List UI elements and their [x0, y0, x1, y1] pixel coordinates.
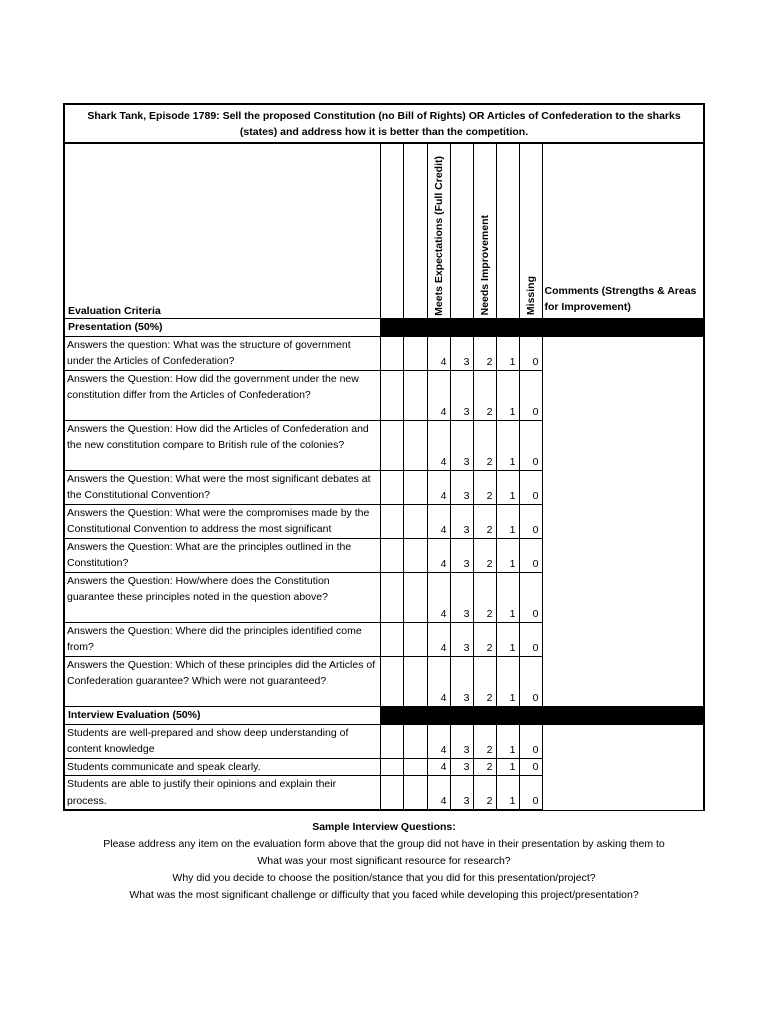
score-cell[interactable]: 0: [519, 572, 542, 622]
score-cell[interactable]: 0: [519, 622, 542, 656]
blank-cell: [403, 420, 427, 470]
blank-cell: [403, 336, 427, 370]
score-cell[interactable]: 3: [450, 470, 473, 504]
score-cell[interactable]: 4: [427, 336, 450, 370]
score-cell[interactable]: 4: [427, 758, 450, 776]
score-cell[interactable]: 1: [496, 758, 519, 776]
criterion-text: Answers the Question: Where did the principles identified come from?: [64, 622, 380, 656]
criterion-text: Students are able to justify their opinions and explain their process.: [64, 776, 380, 811]
blank-cell: [403, 758, 427, 776]
criterion-text: Answers the Question: Which of these principles did the Articles of Confederation guarantee? Which were not guaranteed?: [64, 656, 380, 706]
comments-header: Comments (Strengths & Areas for Improvement): [542, 143, 704, 318]
comments-cell[interactable]: [542, 336, 704, 706]
score-cell[interactable]: 1: [496, 622, 519, 656]
score-cell[interactable]: 4: [427, 622, 450, 656]
blank-cell: [403, 724, 427, 758]
score-cell[interactable]: 0: [519, 724, 542, 758]
score-cell[interactable]: 4: [427, 538, 450, 572]
rubric-table: [63, 103, 705, 811]
score-cell[interactable]: 3: [450, 776, 473, 811]
score-cell[interactable]: 1: [496, 470, 519, 504]
criterion-text: Answers the Question: What were the most significant debates at the Constitutional Convention?: [64, 470, 380, 504]
blank-cell: [380, 758, 403, 776]
score-cell[interactable]: 2: [473, 504, 496, 538]
criterion-text: Answers the Question: What were the compromises made by the Constitutional Convention to address the most significant: [64, 504, 380, 538]
score-cell[interactable]: 3: [450, 572, 473, 622]
presentation-section-row: [64, 318, 704, 336]
blank-cell: [380, 504, 403, 538]
missing-header: [519, 143, 542, 318]
score-cell[interactable]: 3: [450, 758, 473, 776]
comments-cell[interactable]: [542, 724, 704, 810]
score-cell[interactable]: 0: [519, 370, 542, 420]
score-cell[interactable]: 2: [473, 420, 496, 470]
blank-cell: [403, 370, 427, 420]
sample-question-line: What was your most significant resource for research?: [257, 855, 511, 867]
score-cell[interactable]: 1: [496, 370, 519, 420]
sample-interview-questions: [0, 819, 768, 904]
blank-cell: [380, 420, 403, 470]
score-cell[interactable]: 2: [473, 336, 496, 370]
needs-improvement-header: [473, 143, 496, 318]
criterion-row: [64, 724, 704, 758]
criterion-text: Answers the Question: How did the government under the new constitution differ from the Articles of Confederation?: [64, 370, 380, 420]
score-cell[interactable]: 0: [519, 336, 542, 370]
interview-section-row: [64, 706, 704, 724]
blank-cell: [380, 336, 403, 370]
score-cell[interactable]: 1: [496, 656, 519, 706]
sample-question-line: What was the most significant challenge or difficulty that you faced while developing this project/presentation?: [129, 889, 639, 901]
score-cell[interactable]: 4: [427, 420, 450, 470]
blank-cell: [380, 538, 403, 572]
blank-cell: [380, 776, 403, 811]
title-row: [64, 104, 704, 143]
score-cell[interactable]: 2: [473, 370, 496, 420]
score-cell[interactable]: 3: [450, 538, 473, 572]
score-cell[interactable]: 0: [519, 656, 542, 706]
score-cell[interactable]: 1: [496, 538, 519, 572]
score-cell[interactable]: 2: [473, 758, 496, 776]
score-cell[interactable]: 0: [519, 470, 542, 504]
score-cell[interactable]: 3: [450, 622, 473, 656]
meets-expectations-label: Meets Expectations (Full Credit): [432, 155, 445, 316]
presentation-section-bar: [380, 318, 704, 336]
blank-cell: [403, 504, 427, 538]
score-cell[interactable]: 2: [473, 724, 496, 758]
criterion-text: Answers the Question: How did the Articles of Confederation and the new constitution compare to British rule of the colonies?: [64, 420, 380, 470]
evaluation-criteria-header: Evaluation Criteria: [64, 143, 380, 318]
blank-header-cell: [496, 143, 519, 318]
score-cell[interactable]: 3: [450, 420, 473, 470]
score-cell[interactable]: 2: [473, 538, 496, 572]
score-cell[interactable]: 0: [519, 538, 542, 572]
score-cell[interactable]: 1: [496, 776, 519, 811]
blank-cell: [380, 470, 403, 504]
blank-cell: [403, 776, 427, 811]
score-cell[interactable]: 0: [519, 420, 542, 470]
blank-cell: [403, 622, 427, 656]
score-cell[interactable]: 4: [427, 470, 450, 504]
score-cell[interactable]: 2: [473, 776, 496, 811]
score-cell[interactable]: 4: [427, 724, 450, 758]
missing-label: Missing: [524, 276, 537, 316]
score-cell[interactable]: 2: [473, 656, 496, 706]
score-cell[interactable]: 1: [496, 420, 519, 470]
score-cell[interactable]: 3: [450, 504, 473, 538]
score-cell[interactable]: 3: [450, 656, 473, 706]
presentation-section-label: Presentation (50%): [64, 318, 380, 336]
rubric-title: Shark Tank, Episode 1789: Sell the proposed Constitution (no Bill of Rights) OR Articles of Confederation to the sharks (states) and address how it is better than the competition.: [64, 104, 704, 143]
blank-cell: [380, 656, 403, 706]
blank-header-cell: [380, 143, 403, 318]
score-cell[interactable]: 4: [427, 572, 450, 622]
blank-cell: [380, 572, 403, 622]
criterion-row: [64, 336, 704, 370]
criterion-text: Answers the Question: How/where does the Constitution guarantee these principles noted in the question above?: [64, 572, 380, 622]
score-cell[interactable]: 0: [519, 758, 542, 776]
score-cell[interactable]: 4: [427, 370, 450, 420]
criterion-text: Answers the Question: What are the principles outlined in the Constitution?: [64, 538, 380, 572]
score-cell[interactable]: 0: [519, 504, 542, 538]
score-cell[interactable]: 2: [473, 470, 496, 504]
criterion-text: Students are well-prepared and show deep understanding of content knowledge: [64, 724, 380, 758]
sample-question-line: Please address any item on the evaluation form above that the group did not have in their presentation by asking them to: [103, 838, 665, 850]
criterion-text: Answers the question: What was the structure of government under the Articles of Confederation?: [64, 336, 380, 370]
score-cell[interactable]: 4: [427, 656, 450, 706]
score-cell[interactable]: 3: [450, 724, 473, 758]
score-cell[interactable]: 3: [450, 370, 473, 420]
needs-improvement-label: Needs Improvement: [478, 215, 491, 316]
score-cell[interactable]: 4: [427, 504, 450, 538]
interview-section-bar: [380, 706, 704, 724]
score-cell[interactable]: 1: [496, 504, 519, 538]
criterion-text: Students communicate and speak clearly.: [64, 758, 380, 776]
interview-section-label: Interview Evaluation (50%): [64, 706, 380, 724]
blank-cell: [403, 656, 427, 706]
score-cell[interactable]: 4: [427, 776, 450, 811]
score-cell[interactable]: 1: [496, 336, 519, 370]
blank-cell: [403, 572, 427, 622]
header-row: [64, 143, 704, 318]
score-cell[interactable]: 2: [473, 572, 496, 622]
sample-question-line: Why did you decide to choose the position/stance that you did for this presentation/project?: [172, 872, 596, 884]
score-cell[interactable]: 3: [450, 336, 473, 370]
blank-cell: [403, 470, 427, 504]
score-cell[interactable]: 1: [496, 572, 519, 622]
blank-cell: [403, 538, 427, 572]
sample-questions-heading: Sample Interview Questions:: [312, 821, 456, 833]
blank-header-cell: [450, 143, 473, 318]
blank-header-cell: [403, 143, 427, 318]
score-cell[interactable]: 2: [473, 622, 496, 656]
meets-expectations-header: [427, 143, 450, 318]
blank-cell: [380, 622, 403, 656]
blank-cell: [380, 724, 403, 758]
score-cell[interactable]: 0: [519, 776, 542, 811]
score-cell[interactable]: 1: [496, 724, 519, 758]
blank-cell: [380, 370, 403, 420]
